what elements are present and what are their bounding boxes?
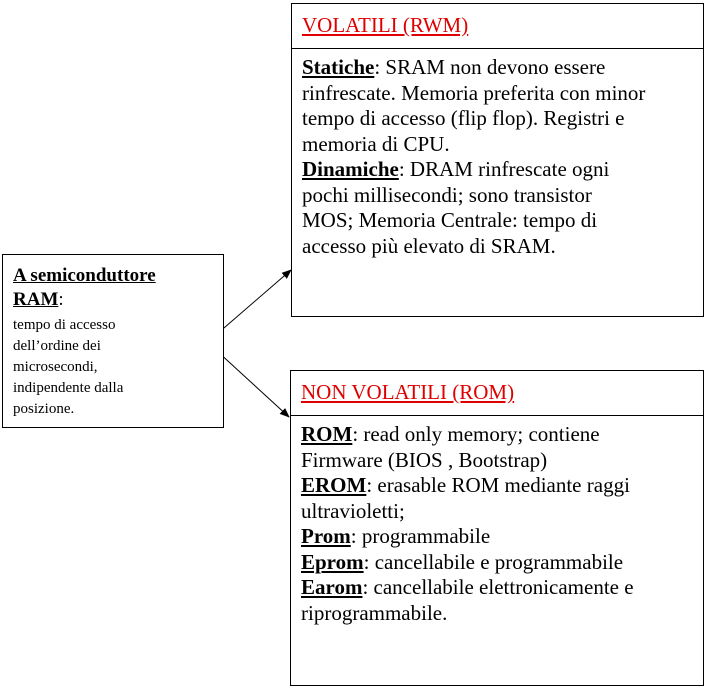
desc-line: tempo di accesso [13,317,116,333]
title-part1: A semiconduttore [13,265,156,286]
volatile-body [292,49,703,259]
erom-line-2: ultravioletti; [301,498,405,523]
nonvolatile-header [291,371,703,416]
desc-line: indipendente dalla [13,380,124,396]
desc-line: posizione. [13,401,75,417]
erom-text: : erasable ROM mediante raggi [366,473,630,497]
arrow-to-nonvolatile [217,351,289,417]
dynamic-text: : DRAM rinfrescate ogni [398,157,610,181]
earom-text: : cancellabile elettronicamente e [362,575,634,599]
dynamic-term: Dinamiche [302,157,399,181]
semiconductor-ram-desc [13,315,213,420]
rom-term: ROM [301,422,353,446]
volatile-header [292,4,703,49]
arrow-to-volatile [217,270,291,334]
desc-line: microsecondi, [13,359,98,375]
rom-line-2: Firmware (BIOS , Bootstrap) [301,447,548,472]
prom-line [301,524,693,550]
dynamic-line-3: MOS; Memoria Centrale: tempo di [302,208,598,232]
dynamic-line-4: accesso più elevato di SRAM. [302,233,556,258]
nonvolatile-box [290,370,704,686]
earom-line-1 [301,575,693,601]
title-colon: : [58,289,64,310]
semiconductor-ram-box [2,254,224,428]
desc-line: dell’ordine dei [13,338,101,354]
erom-line-1 [301,473,693,499]
rom-line-1 [301,422,693,448]
earom-term: Earom [301,575,363,599]
volatile-title: VOLATILI (RWM) [302,13,469,37]
volatile-box [291,3,704,317]
static-line-4: memoria di CPU. [302,131,450,156]
title-part2: RAM [13,289,59,310]
nonvolatile-body [291,416,703,626]
eprom-term: Eprom [301,549,364,574]
dynamic-line-1 [302,157,693,183]
static-text: : SRAM non devono essere [374,55,606,79]
semiconductor-ram-title [13,264,213,312]
rom-text: : read only memory; contiene [352,422,600,446]
static-line-2: rinfrescate. Memoria preferita con minor [302,80,646,105]
eprom-line [301,550,693,576]
prom-text: : programmabile [350,524,491,548]
static-term: Statiche [302,55,375,79]
dynamic-line-2: pochi millisecondi; sono transistor [302,182,592,207]
static-line-1 [302,55,693,81]
prom-term: Prom [301,524,351,548]
earom-line-2: riprogrammabile. [301,600,448,625]
nonvolatile-title: NON VOLATILI (ROM) [301,380,515,404]
erom-term: EROM [301,473,367,497]
static-line-3: tempo di accesso (flip flop). Registri e [302,106,625,130]
eprom-text: : cancellabile e programmabile [363,549,624,574]
